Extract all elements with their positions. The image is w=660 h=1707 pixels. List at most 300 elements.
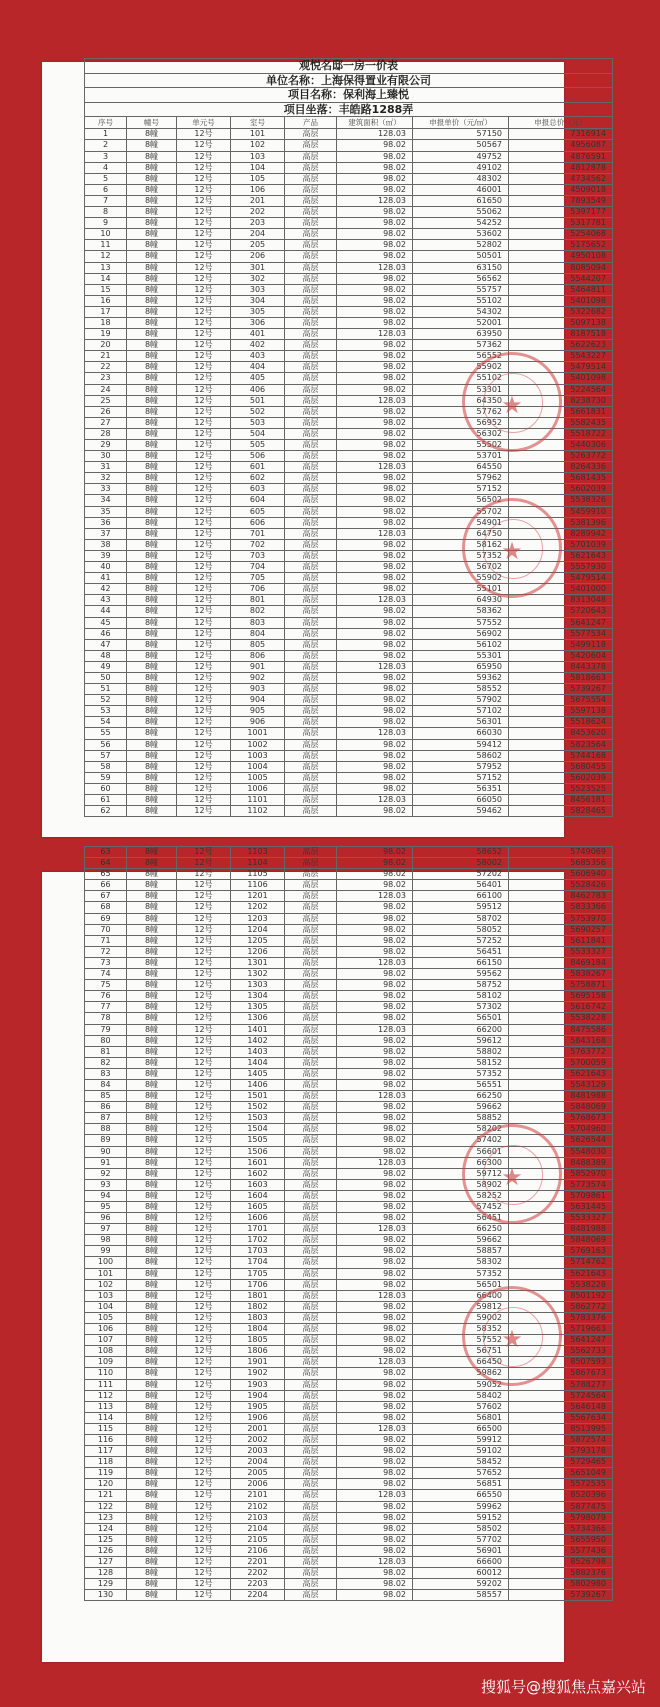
cell-area: 98.02 [337,946,413,957]
cell-building: 8幢 [127,639,177,650]
cell-unit: 12号 [177,728,231,739]
cell-index: 64 [85,858,127,869]
cell-product: 高层 [285,617,337,628]
cell-building: 8幢 [127,406,177,417]
cell-total-price: 5479514 [509,573,613,584]
cell-total-price: 5680455 [509,761,613,772]
cell-building: 8幢 [127,795,177,806]
official-stamp: ★ [462,498,562,598]
cell-unit: 12号 [177,329,231,340]
cell-unit-price: 56901 [413,1545,509,1556]
cell-product: 高层 [285,684,337,695]
cell-area: 98.02 [337,924,413,935]
table-row [85,595,613,606]
cell-building: 8幢 [127,1224,177,1235]
cell-unit-price: 64350 [413,395,509,406]
cell-product: 高层 [285,1579,337,1590]
table-row [85,1534,613,1545]
cell-total-price: 8481988 [509,1091,613,1102]
table-row [85,1457,613,1468]
cell-product: 高层 [285,847,337,858]
cell-unit-price: 48302 [413,173,509,184]
cell-product: 高层 [285,1501,337,1512]
cell-area: 98.02 [337,240,413,251]
cell-building: 8幢 [127,661,177,672]
cell-building: 8幢 [127,317,177,328]
cell-unit: 12号 [177,1579,231,1590]
cell-building: 8幢 [127,595,177,606]
cell-product: 高层 [285,528,337,539]
cell-unit: 12号 [177,847,231,858]
cell-product: 高层 [285,1246,337,1257]
cell-building: 8幢 [127,539,177,550]
cell-product: 高层 [285,869,337,880]
table-row [85,317,613,328]
table-row [85,329,613,340]
cell-unit: 12号 [177,980,231,991]
cell-index: 55 [85,728,127,739]
table-row [85,550,613,561]
cell-product: 高层 [285,1057,337,1068]
cell-total-price: 5602039 [509,772,613,783]
cell-room: 206 [231,251,285,262]
table-row [85,218,613,229]
cell-product: 高层 [285,706,337,717]
table-row [85,980,613,991]
cell-unit-price: 49102 [413,162,509,173]
cell-area: 98.02 [337,628,413,639]
cell-product: 高层 [285,273,337,284]
cell-unit-price: 54302 [413,306,509,317]
table-row [85,991,613,1002]
cell-room: 1602 [231,1168,285,1179]
cell-product: 高层 [285,1091,337,1102]
cell-unit: 12号 [177,1335,231,1346]
cell-unit: 12号 [177,229,231,240]
cell-room: 1802 [231,1301,285,1312]
cell-product: 高层 [285,317,337,328]
cell-unit: 12号 [177,772,231,783]
cell-unit-price: 50501 [413,251,509,262]
cell-area: 98.02 [337,473,413,484]
cell-building: 8幢 [127,628,177,639]
cell-room: 1304 [231,991,285,1002]
cell-area: 98.02 [337,1446,413,1457]
cell-building: 8幢 [127,517,177,528]
cell-room: 2005 [231,1468,285,1479]
cell-total-price: 5543129 [509,1079,613,1090]
cell-area: 98.02 [337,1168,413,1179]
cell-product: 高层 [285,1224,337,1235]
table-row [85,717,613,728]
cell-product: 高层 [285,1468,337,1479]
cell-index: 6 [85,184,127,195]
cell-unit-price: 56302 [413,428,509,439]
cell-area: 98.02 [337,151,413,162]
table-row [85,1412,613,1423]
cell-unit: 12号 [177,1102,231,1113]
table-row [85,1390,613,1401]
cell-total-price: 5690257 [509,924,613,935]
cell-unit-price: 59812 [413,1301,509,1312]
cell-index: 93 [85,1179,127,1190]
cell-total-price: 8526798 [509,1557,613,1568]
cell-product: 高层 [285,1390,337,1401]
cell-room: 2001 [231,1423,285,1434]
cell-index: 73 [85,957,127,968]
cell-unit: 12号 [177,1468,231,1479]
cell-index: 101 [85,1268,127,1279]
cell-total-price: 5538326 [509,495,613,506]
cell-building: 8幢 [127,750,177,761]
cell-unit: 12号 [177,273,231,284]
cell-area: 98.02 [337,1368,413,1379]
cell-room: 104 [231,162,285,173]
cell-product: 高层 [285,362,337,373]
cell-index: 9 [85,218,127,229]
cell-total-price: 5621643 [509,1268,613,1279]
cell-index: 112 [85,1390,127,1401]
cell-building: 8幢 [127,584,177,595]
cell-product: 高层 [285,1568,337,1579]
cell-unit-price: 56801 [413,1412,509,1423]
cell-building: 8幢 [127,672,177,683]
cell-index: 118 [85,1457,127,1468]
cell-index: 31 [85,462,127,473]
cell-total-price: 5459910 [509,506,613,517]
cell-total-price: 5852970 [509,1168,613,1179]
cell-index: 29 [85,440,127,451]
cell-index: 114 [85,1412,127,1423]
cell-product: 高层 [285,717,337,728]
table-row [85,1568,613,1579]
table-row [85,517,613,528]
cell-area: 98.02 [337,351,413,362]
cell-unit: 12号 [177,517,231,528]
cell-index: 23 [85,373,127,384]
cell-area: 98.02 [337,783,413,794]
cell-area: 128.03 [337,1357,413,1368]
cell-total-price: 5263772 [509,451,613,462]
cell-building: 8幢 [127,684,177,695]
watermark-text: 搜狐号@搜狐焦点嘉兴站 [480,1678,646,1696]
cell-total-price: 5397177 [509,207,613,218]
cell-index: 5 [85,173,127,184]
cell-index: 100 [85,1257,127,1268]
cell-total-price: 5597138 [509,706,613,717]
cell-room: 805 [231,639,285,650]
cell-product: 高层 [285,1135,337,1146]
cell-room: 1905 [231,1401,285,1412]
cell-unit: 12号 [177,695,231,706]
table-row [85,1490,613,1501]
cell-total-price: 7893549 [509,195,613,206]
cell-building: 8幢 [127,617,177,628]
cell-room: 302 [231,273,285,284]
cell-area: 98.02 [337,1268,413,1279]
cell-index: 74 [85,969,127,980]
table-row [85,806,613,817]
cell-area: 98.02 [337,991,413,1002]
cell-unit: 12号 [177,1002,231,1013]
cell-index: 42 [85,584,127,595]
cell-unit-price: 57352 [413,1068,509,1079]
cell-building: 8幢 [127,706,177,717]
cell-total-price: 4876591 [509,151,613,162]
cell-room: 1505 [231,1135,285,1146]
cell-room: 2201 [231,1557,285,1568]
cell-area: 98.02 [337,162,413,173]
cell-unit-price: 58557 [413,1590,509,1601]
cell-building: 8幢 [127,195,177,206]
cell-product: 高层 [285,639,337,650]
cell-product: 高层 [285,1190,337,1201]
cell-building: 8幢 [127,717,177,728]
table-row [85,783,613,794]
cell-building: 8幢 [127,207,177,218]
cell-index: 67 [85,891,127,902]
cell-unit: 12号 [177,617,231,628]
cell-product: 高层 [285,440,337,451]
cell-index: 103 [85,1290,127,1301]
cell-building: 8幢 [127,1257,177,1268]
cell-unit-price: 58252 [413,1190,509,1201]
cell-building: 8幢 [127,1579,177,1590]
cell-product: 高层 [285,1379,337,1390]
cell-unit-price: 50567 [413,140,509,151]
cell-total-price: 5401098 [509,373,613,384]
cell-unit-price: 66030 [413,728,509,739]
cell-unit-price: 52001 [413,317,509,328]
cell-index: 24 [85,384,127,395]
cell-unit-price: 59152 [413,1512,509,1523]
cell-unit: 12号 [177,902,231,913]
cell-total-price: 8520396 [509,1490,613,1501]
cell-total-price: 5828465 [509,806,613,817]
cell-building: 8幢 [127,1379,177,1390]
cell-product: 高层 [285,1102,337,1113]
cell-unit-price: 57452 [413,1202,509,1213]
cell-index: 97 [85,1224,127,1235]
cell-area: 98.02 [337,1312,413,1323]
cell-index: 4 [85,162,127,173]
cell-area: 98.02 [337,1135,413,1146]
cell-product: 高层 [285,595,337,606]
cell-total-price: 8456181 [509,795,613,806]
cell-room: 1703 [231,1246,285,1257]
cell-unit-price: 52802 [413,240,509,251]
cell-area: 98.02 [337,384,413,395]
cell-building: 8幢 [127,980,177,991]
cell-area: 98.02 [337,1057,413,1068]
cell-unit-price: 57352 [413,1268,509,1279]
table-row [85,1257,613,1268]
cell-area: 98.02 [337,1179,413,1190]
cell-area: 98.02 [337,1257,413,1268]
cell-unit-price: 57202 [413,869,509,880]
cell-product: 高层 [285,806,337,817]
cell-total-price: 5823564 [509,739,613,750]
col-header-total-price: 申报总价（元） [509,117,613,129]
cell-area: 98.02 [337,750,413,761]
table-row [85,417,613,428]
table-row [85,284,613,295]
cell-room: 303 [231,284,285,295]
cell-total-price: 5783376 [509,1312,613,1323]
cell-room: 803 [231,617,285,628]
cell-index: 110 [85,1368,127,1379]
cell-building: 8幢 [127,151,177,162]
cell-index: 16 [85,295,127,306]
cell-room: 1204 [231,924,285,935]
cell-total-price: 5626544 [509,1135,613,1146]
cell-unit-price: 59002 [413,1312,509,1323]
cell-unit-price: 66600 [413,1557,509,1568]
cell-area: 98.02 [337,1568,413,1579]
cell-area: 98.02 [337,451,413,462]
cell-unit-price: 58802 [413,1046,509,1057]
cell-total-price: 5175652 [509,240,613,251]
cell-area: 98.02 [337,617,413,628]
cell-product: 高层 [285,924,337,935]
cell-unit: 12号 [177,1079,231,1090]
cell-product: 高层 [285,1357,337,1368]
cell-index: 32 [85,473,127,484]
cell-unit: 12号 [177,869,231,880]
table-row [85,440,613,451]
cell-product: 高层 [285,306,337,317]
table-row [85,562,613,573]
cell-area: 98.02 [337,1346,413,1357]
cell-total-price: 5763772 [509,1046,613,1057]
cell-total-price: 8501192 [509,1290,613,1301]
cell-area: 98.02 [337,772,413,783]
cell-unit: 12号 [177,1168,231,1179]
cell-building: 8幢 [127,573,177,584]
table-row [85,1213,613,1224]
cell-building: 8幢 [127,1434,177,1445]
cell-area: 98.02 [337,1235,413,1246]
cell-area: 98.02 [337,340,413,351]
cell-product: 高层 [285,935,337,946]
cell-room: 1502 [231,1102,285,1113]
cell-total-price: 5567634 [509,1412,613,1423]
cell-area: 128.03 [337,1157,413,1168]
cell-product: 高层 [285,384,337,395]
cell-total-price: 5621643 [509,1068,613,1079]
table-row [85,406,613,417]
col-header-room: 室号 [231,117,285,129]
cell-unit-price: 59202 [413,1579,509,1590]
cell-unit-price: 59102 [413,1446,509,1457]
cell-index: 127 [85,1557,127,1568]
cell-unit: 12号 [177,1401,231,1412]
cell-unit: 12号 [177,440,231,451]
cell-index: 40 [85,562,127,573]
cell-building: 8幢 [127,957,177,968]
cell-unit: 12号 [177,1124,231,1135]
cell-product: 高层 [285,1423,337,1434]
cell-room: 105 [231,173,285,184]
cell-unit-price: 56601 [413,1146,509,1157]
cell-total-price: 5720643 [509,606,613,617]
cell-building: 8幢 [127,1124,177,1135]
cell-room: 1501 [231,1091,285,1102]
table-row [85,362,613,373]
cell-total-price: 5543227 [509,351,613,362]
cell-total-price: 8264336 [509,462,613,473]
cell-total-price: 5749069 [509,847,613,858]
cell-unit-price: 58362 [413,606,509,617]
cell-product: 高层 [285,506,337,517]
cell-unit-price: 59562 [413,969,509,980]
cell-building: 8幢 [127,1190,177,1201]
cell-unit-price: 54252 [413,218,509,229]
cell-unit-price: 66300 [413,1157,509,1168]
cell-building: 8幢 [127,1512,177,1523]
cell-room: 606 [231,517,285,528]
cell-total-price: 8238730 [509,395,613,406]
cell-unit-price: 57150 [413,129,509,140]
cell-area: 98.02 [337,869,413,880]
sheet-title: 观悦名邸一房一价表 [85,59,613,74]
cell-building: 8幢 [127,1590,177,1601]
table-row [85,1168,613,1179]
cell-building: 8幢 [127,218,177,229]
cell-building: 8幢 [127,1390,177,1401]
cell-area: 98.02 [337,1468,413,1479]
table-row [85,1268,613,1279]
cell-room: 106 [231,184,285,195]
cell-area: 98.02 [337,761,413,772]
cell-building: 8幢 [127,506,177,517]
cell-room: 503 [231,417,285,428]
cell-unit: 12号 [177,251,231,262]
cell-room: 1405 [231,1068,285,1079]
cell-unit: 12号 [177,913,231,924]
cell-room: 2203 [231,1579,285,1590]
cell-index: 121 [85,1490,127,1501]
cell-index: 90 [85,1146,127,1157]
table-row [85,1279,613,1290]
cell-room: 1701 [231,1224,285,1235]
table-row [85,240,613,251]
cell-room: 1202 [231,902,285,913]
cell-product: 高层 [285,140,337,151]
cell-product: 高层 [285,340,337,351]
cell-product: 高层 [285,946,337,957]
cell-unit-price: 58902 [413,1179,509,1190]
table-row [85,902,613,913]
cell-index: 34 [85,495,127,506]
cell-unit-price: 57152 [413,772,509,783]
cell-room: 702 [231,539,285,550]
table-row [85,946,613,957]
cell-product: 高层 [285,1446,337,1457]
cell-unit-price: 59612 [413,1035,509,1046]
cell-area: 98.02 [337,573,413,584]
cell-unit: 12号 [177,706,231,717]
col-header-product: 产品 [285,117,337,129]
cell-product: 高层 [285,1401,337,1412]
cell-unit-price: 55502 [413,440,509,451]
cell-building: 8幢 [127,1446,177,1457]
cell-room: 102 [231,140,285,151]
cell-building: 8幢 [127,1213,177,1224]
cell-product: 高层 [285,969,337,980]
cell-building: 8幢 [127,1157,177,1168]
table-row [85,1290,613,1301]
